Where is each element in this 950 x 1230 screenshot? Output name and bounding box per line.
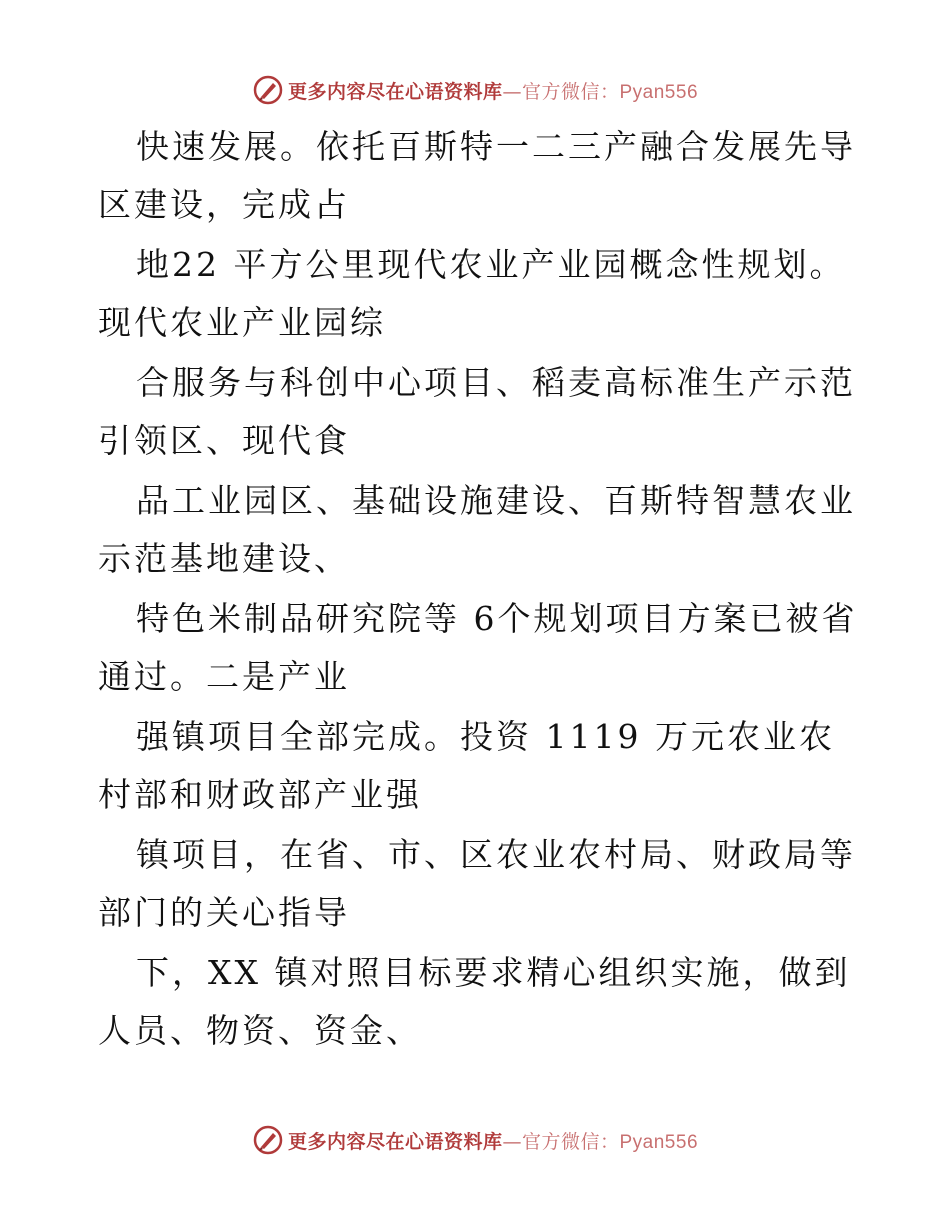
watermark-wechat-id: Pyan556: [619, 81, 699, 103]
watermark-wechat-id: Pyan556: [619, 1131, 699, 1153]
header-watermark: [0, 70, 950, 110]
watermark-wechat-label: 官方微信：: [521, 1130, 620, 1153]
paragraph: 镇项目，在省、市、区农业农村局、财政局等部门的关心指导: [98, 835, 856, 932]
watermark-dash: —: [502, 80, 522, 103]
paragraph: 下，XX 镇对照目标要求精心组织实施，做到人员、物资、资金、: [98, 953, 851, 1050]
watermark-text: [288, 1127, 698, 1154]
paragraph: 地22 平方公里现代农业产业园概念性规划。现代农业产业园综: [98, 245, 846, 342]
paragraph: 快速发展。依托百斯特一二三产融合发展先导区建设，完成占: [98, 127, 856, 224]
watermark-wechat-label: 官方微信：: [521, 80, 620, 103]
watermark-dash: —: [502, 1130, 522, 1153]
document-body: [98, 118, 858, 1062]
paragraph: 合服务与科创中心项目、稻麦高标准生产示范引领区、现代食: [98, 363, 856, 460]
pen-logo-icon: [252, 1124, 284, 1156]
paragraph: 品工业园区、基础设施建设、百斯特智慧农业示范基地建设、: [98, 481, 856, 578]
watermark-text: [288, 77, 698, 104]
watermark-main: 更多内容尽在心语资料库: [287, 80, 503, 103]
watermark-main: 更多内容尽在心语资料库: [287, 1130, 503, 1153]
paragraph: 特色米制品研究院等 6个规划项目方案已被省通过。二是产业: [98, 599, 858, 696]
pen-logo-icon: [252, 74, 284, 106]
paragraph: 强镇项目全部完成。投资 1119 万元农业农村部和财政部产业强: [98, 717, 835, 814]
footer-watermark: [0, 1120, 950, 1160]
